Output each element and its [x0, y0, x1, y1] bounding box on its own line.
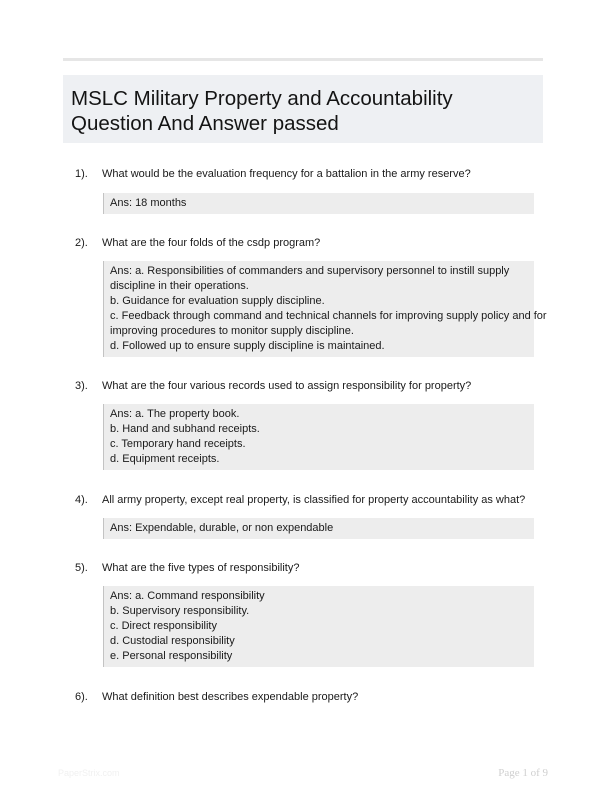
- answer-line: Ans: a. Command responsibility: [110, 590, 265, 602]
- answer-line: b. Guidance for evaluation supply discipline.: [110, 295, 325, 307]
- answer-box-1: [103, 193, 534, 214]
- answer-line: b. Hand and subhand receipts.: [110, 423, 260, 435]
- question-text: What would be the evaluation frequency for a battalion in the army reserve?: [102, 168, 471, 180]
- question-number: 3).: [75, 380, 88, 392]
- question-text: What are the four various records used to assign responsibility for property?: [102, 380, 472, 392]
- answer-line: c. Feedback through command and technical channels for improving supply policy and for: [110, 310, 547, 322]
- answer-line: d. Equipment receipts.: [110, 453, 220, 465]
- answer-line: d. Followed up to ensure supply discipline is maintained.: [110, 340, 385, 352]
- answer-line: discipline in their operations.: [110, 280, 249, 292]
- answer-box-2: [103, 261, 547, 357]
- answer-box-5: [103, 586, 534, 667]
- answer-line: Ans: 18 months: [110, 197, 187, 209]
- question-number: 4).: [75, 494, 88, 506]
- top-divider: [63, 58, 543, 61]
- answer-line: d. Custodial responsibility: [110, 635, 235, 647]
- question-number: 2).: [75, 237, 88, 249]
- title-banner: [63, 75, 543, 143]
- question-number: 5).: [75, 562, 88, 574]
- question-number: 6).: [75, 691, 88, 703]
- question-text: What definition best describes expendable property?: [102, 691, 359, 703]
- answer-box-4: [103, 518, 534, 539]
- answer-line: Ans: a. Responsibilities of commanders and supervisory personnel to instill supply: [110, 265, 510, 277]
- answer-line: c. Direct responsibility: [110, 620, 217, 632]
- question-number: 1).: [75, 168, 88, 180]
- answer-line: b. Supervisory responsibility.: [110, 605, 250, 617]
- answer-line: e. Personal responsibility: [110, 650, 233, 662]
- answer-line: c. Temporary hand receipts.: [110, 438, 246, 450]
- title-line-2: Question And Answer passed: [71, 112, 339, 135]
- answer-line: improving procedures to monitor supply discipline.: [110, 325, 354, 337]
- footer-watermark: PaperStrix.com: [58, 768, 120, 778]
- answer-line: Ans: Expendable, durable, or non expendable: [110, 522, 334, 534]
- question-text: What are the four folds of the csdp program?: [102, 237, 321, 249]
- question-text: What are the five types of responsibility?: [102, 562, 300, 574]
- title-line-1: MSLC Military Property and Accountability: [71, 87, 453, 110]
- answer-box-3: [103, 404, 534, 470]
- page-indicator: Page 1 of 9: [498, 767, 548, 779]
- answer-line: Ans: a. The property book.: [110, 408, 240, 420]
- document-title: [71, 86, 535, 136]
- question-text: All army property, except real property, is classified for property accountability as what?: [102, 494, 526, 506]
